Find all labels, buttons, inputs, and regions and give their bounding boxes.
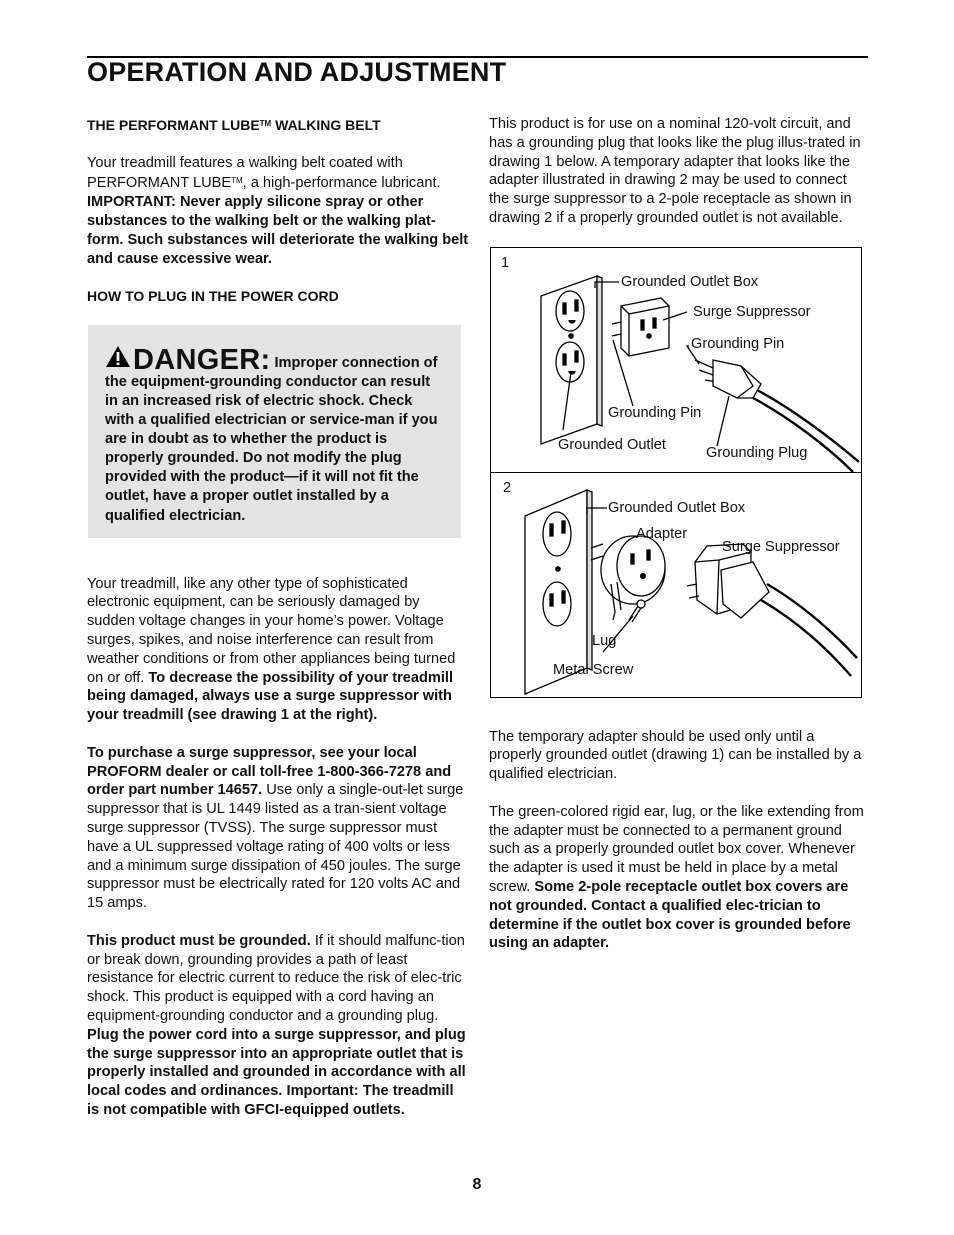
label-lug: Lug xyxy=(592,632,617,649)
label-metal-screw: Metal Screw xyxy=(553,661,634,678)
warning-icon xyxy=(105,345,131,369)
surge-paragraph: Your treadmill, like any other type of sophisticated electronic equipment, can be seriously damaged by sudden voltage changes in your home’s power. Voltage surges, spikes, and noise interference can result from weather conditions or from other appliances being turned on or off. To decrease the possibility of your treadmill being damaged, always use a surge suppressor with your treadmill (see drawing 1 at the right). xyxy=(87,575,456,724)
label-adapter: Adapter xyxy=(636,525,688,542)
drawing-1-number: 1 xyxy=(501,254,510,271)
purchase-paragraph: To purchase a surge suppressor, see your local PROFORM dealer or call toll-free 1-800-366-7278 and order part number 14657. Use only a single-out-let surge suppressor that is UL 1449 listed as a tran-sient voltage surge suppressor (TVSS). The surge suppressor must have a UL suppressed voltage rating of 400 volts or less and a minimum surge dissipation of 450 joules. The surge suppressor must be electrically rated for 120 volts AC and 15 amps. xyxy=(87,744,464,912)
label-grounding-pin-bottom: Grounding Pin xyxy=(608,404,702,421)
surge-suppressor-1 xyxy=(612,298,669,356)
power-cord-heading: HOW TO PLUG IN THE POWER CORD xyxy=(87,288,339,305)
page-title: OPERATION AND ADJUSTMENT xyxy=(87,57,507,87)
grounding-paragraph: This product must be grounded. If it should malfunc-tion or break down, grounding provides a path of least resistance for electric current to reduce the risk of elec-tric shock. This product is equipped with a cord having an equipment-grounding conductor and a grounding plug. Plug the power cord into a surge suppressor, and plug the surge suppressor into an appropriate outlet that is properly installed and grounded in accordance with all local codes and ordinances. Important: The treadmill is not compatible with GFCI-equipped outlets. xyxy=(87,932,466,1118)
page-number: 8 xyxy=(472,1176,482,1193)
surge-suppressor-2 xyxy=(687,544,857,676)
plug-drawings xyxy=(490,247,862,698)
danger-box xyxy=(88,325,461,538)
right-column xyxy=(489,115,871,972)
danger-label: DANGER: xyxy=(133,343,271,376)
danger-text: Improper connection of the equipment-grounding conductor can result in an increased risk of electric shock. Check with a qualified electrician or service-man if you are in doubt as to whether the product is properly grounded. Do not modify the plug provided with the product—if it will not fit the outlet, have a proper outlet installed by a qualified electrician. xyxy=(105,354,438,524)
label-surge-suppressor-2: Surge Suppressor xyxy=(722,538,840,555)
label-surge-suppressor-1: Surge Suppressor xyxy=(693,303,811,320)
lug-paragraph: The green-colored rigid ear, lug, or the like extending from the adapter must be connected to a permanent ground such as a properly grounded outlet box cover. Whenever the adapter is used it must be held in place by a metal screw. Some 2-pole receptacle outlet box covers are not grounded. Contact a qualified elec-trician to determine if the outlet box cover is grounded before using an adapter. xyxy=(489,803,864,952)
walking-belt-heading: THE PERFORMANT LUBE™ WALKING BELT xyxy=(87,117,381,133)
circuit-paragraph: This product is for use on a nominal 120-volt circuit, and has a grounding plug that looks like the plug illus-trated in drawing 1 below. A temporary adapter that looks like the adapter illustrated in drawing 2 may be used to connect the surge suppressor to a 2-pole receptacle as shown in drawing 2 if a properly grounded outlet is not available. xyxy=(489,116,861,226)
left-column xyxy=(87,115,469,1139)
grounded-outlet-plate xyxy=(541,276,602,444)
label-grounding-plug: Grounding Plug xyxy=(706,444,808,461)
label-grounded-outlet-box-2: Grounded Outlet Box xyxy=(608,499,746,516)
drawing-2-number: 2 xyxy=(503,479,512,496)
adapter xyxy=(591,536,665,612)
label-grounded-outlet: Grounded Outlet xyxy=(558,436,666,453)
walking-belt-paragraph: Your treadmill features a walking belt coated with PERFORMANT LUBE™, a high-performance lubricant. IMPORTANT: Never apply silicone spray or other substances to the walking belt or the walking plat-form. Such substances will deteriorate the walking belt and cause excessive wear. xyxy=(87,154,469,267)
label-grounding-pin-top: Grounding Pin xyxy=(691,335,785,352)
temporary-adapter-paragraph: The temporary adapter should be used only until a properly grounded outlet (drawing 1) can be installed by a qualified electrician. xyxy=(489,728,862,783)
label-grounded-outlet-box-1: Grounded Outlet Box xyxy=(621,273,759,290)
